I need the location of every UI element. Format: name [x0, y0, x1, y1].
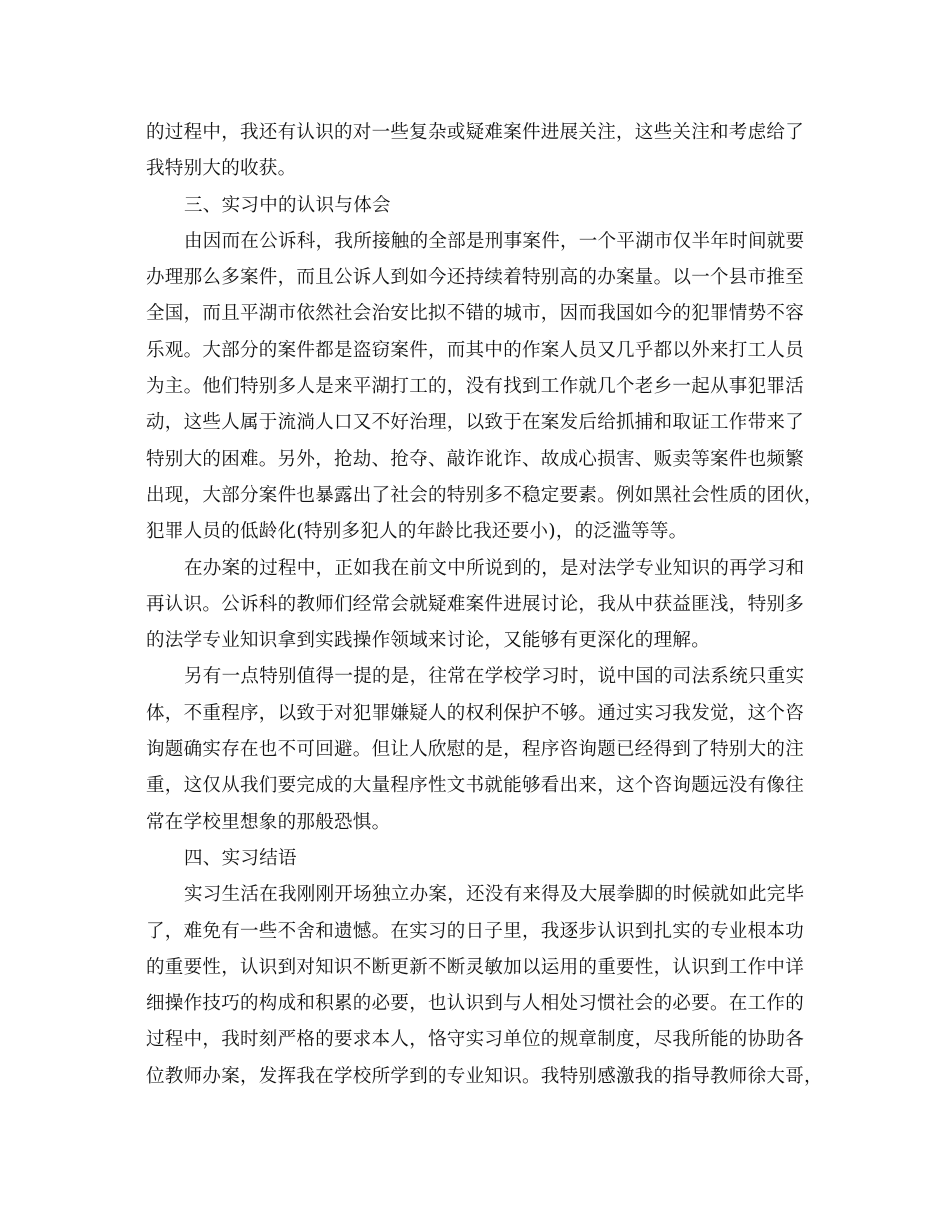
text-line: 过程中，我时刻严格的要求本人，恪守实习单位的规章制度，尽我所能的协助各 [146, 1029, 805, 1051]
text-line: 犯罪人员的低龄化(特别多犯人的年龄比我还要小)，的泛滥等等。 [146, 521, 688, 543]
text-line: 细操作技巧的构成和积累的必要，也认识到与人相处习惯社会的必要。在工作的 [146, 993, 805, 1015]
text-line: 重，这仅从我们要完成的大量程序性文书就能够看出来，这个咨询题远没有像往 [146, 775, 805, 797]
text-line: 在办案的过程中，正如我在前文中所说到的，是对法学专业知识的再学习和 [184, 557, 805, 579]
text-line: 全国，而且平湖市依然社会治安比拟不错的城市，因而我国如今的犯罪情势不容 [146, 303, 805, 325]
text-line: 四、实习结语 [184, 847, 297, 869]
text-line: 的过程中，我还有认识的对一些复杂或疑难案件进展关注，这些关注和考虑给了 [146, 122, 805, 143]
text-line: 实习生活在我刚刚开场独立办案，还没有来得及大展拳脚的时候就如此完毕 [184, 884, 805, 906]
text-line: 我特别大的收获。 [146, 158, 297, 180]
text-line: 另有一点特别值得一提的是，往常在学校学习时，说中国的司法系统只重实 [184, 666, 805, 688]
text-line: 的重要性，认识到对知识不断更新不断灵敏加以运用的重要性，认识到工作中详 [146, 956, 805, 978]
text-line: 再认识。公诉科的教师们经常会就疑难案件进展讨论，我从中获益匪浅，特别多 [146, 593, 805, 615]
text-line: 体，不重程序，以致于对犯罪嫌疑人的权利保护不够。通过实习我发觉，这个咨 [146, 702, 805, 724]
text-line: 常在学校里想象的那般恐惧。 [146, 811, 391, 833]
text-line: 三、实习中的认识与体会 [184, 194, 391, 216]
document-body [146, 115, 823, 1095]
text-line: 特别大的困难。另外，抢劫、抢夺、敲诈讹诈、故成心损害、贩卖等案件也频繁 [146, 448, 805, 470]
text-line: 位教师办案，发挥我在学校所学到的专业知识。我特别感激我的指导教师徐大哥， [146, 1065, 823, 1087]
text-line: 动，这些人属于流淌人口又不好治理，以致于在案发后给抓捕和取证工作带来了 [146, 412, 805, 434]
text-line: 由因而在公诉科，我所接触的全部是刑事案件，一个平湖市仅半年时间就要 [184, 230, 805, 252]
text-line: 的法学专业知识拿到实践操作领域来讨论，又能够有更深化的理解。 [146, 630, 711, 652]
text-line: 了，难免有一些不舍和遗憾。在实习的日子里，我逐步认识到扎实的专业根本功 [146, 920, 805, 942]
text-line: 乐观。大部分的案件都是盗窃案件，而其中的作案人员又几乎都以外来打工人员 [146, 339, 805, 361]
text-line: 办理那么多案件，而且公诉人到如今还持续着特别高的办案量。以一个县市推至 [146, 267, 805, 289]
text-line: 出现，大部分案件也暴露出了社会的特别多不稳定要素。例如黑社会性质的团伙， [146, 484, 823, 506]
text-line: 询题确实存在也不可回避。但让人欣慰的是，程序咨询题已经得到了特别大的注 [146, 739, 805, 761]
text-line: 为主。他们特别多人是来平湖打工的，没有找到工作就几个老乡一起从事犯罪活 [146, 376, 805, 398]
